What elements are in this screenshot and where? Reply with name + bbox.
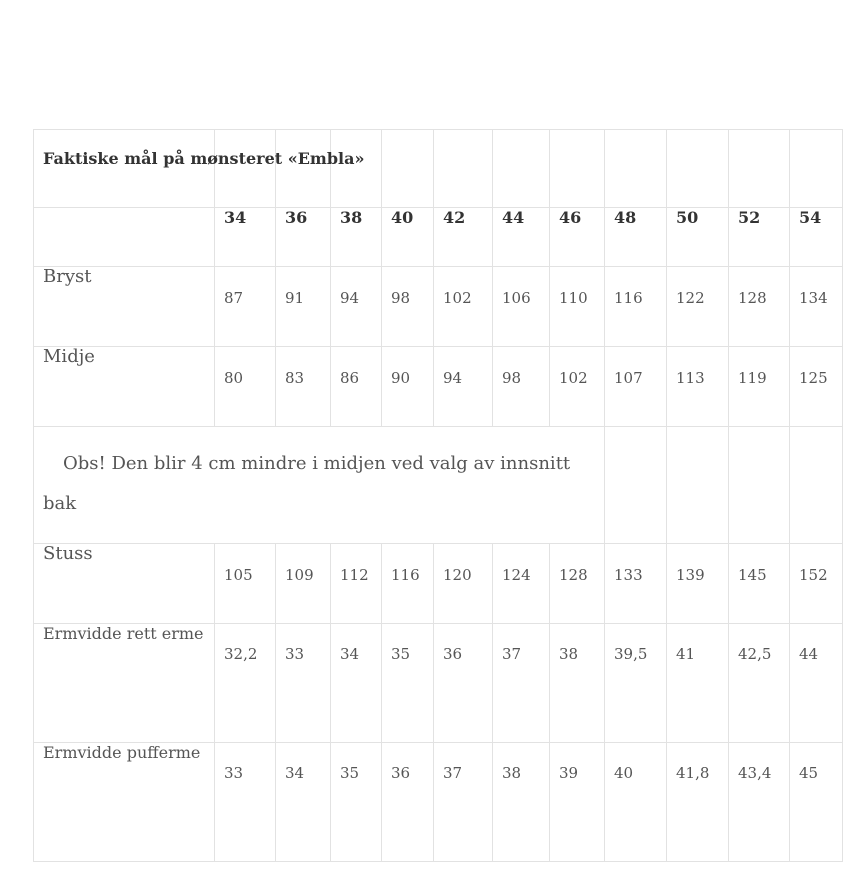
size-header-row [34, 208, 843, 267]
cell-value: 44 [790, 624, 843, 743]
table-row-midje [34, 347, 843, 427]
cell-value: 133 [605, 544, 667, 624]
cell-value: 36 [434, 624, 493, 743]
cell-value: 87 [215, 267, 276, 347]
row-label: Stuss [34, 544, 215, 624]
cell-value: 98 [382, 267, 434, 347]
cell-value: 83 [276, 347, 331, 427]
cell-value: 39 [550, 743, 605, 862]
size-header: 42 [434, 208, 493, 267]
cell-value: 152 [790, 544, 843, 624]
size-header: 34 [215, 208, 276, 267]
size-header: 48 [605, 208, 667, 267]
cell-value: 102 [550, 347, 605, 427]
row-label: Ermvidde rett erme [34, 624, 215, 743]
cell-value: 42,5 [729, 624, 790, 743]
cell-value: 94 [331, 267, 382, 347]
row-label: Midje [34, 347, 215, 427]
cell-value: 43,4 [729, 743, 790, 862]
table-row-ermvidde-rett [34, 624, 843, 743]
cell-value: 41,8 [667, 743, 729, 862]
table-title: Faktiske mål på mønsteret «Embla» [34, 130, 215, 208]
waist-note: Obs! Den blir 4 cm mindre i midjen ved valg av innsnitt bak [34, 427, 605, 544]
cell-value: 113 [667, 347, 729, 427]
size-header: 36 [276, 208, 331, 267]
cell-value: 116 [382, 544, 434, 624]
cell-value: 37 [434, 743, 493, 862]
size-header: 46 [550, 208, 605, 267]
size-header: 44 [493, 208, 550, 267]
cell-value: 106 [493, 267, 550, 347]
cell-value: 107 [605, 347, 667, 427]
header-empty-cell [34, 208, 215, 267]
cell-value: 40 [605, 743, 667, 862]
cell-value: 120 [434, 544, 493, 624]
cell-value: 124 [493, 544, 550, 624]
cell-value: 116 [605, 267, 667, 347]
cell-value: 34 [331, 624, 382, 743]
table-row-bryst [34, 267, 843, 347]
measurements-table [33, 129, 843, 862]
cell-value: 34 [276, 743, 331, 862]
cell-value: 38 [550, 624, 605, 743]
row-label: Ermvidde pufferme [34, 743, 215, 862]
cell-value: 36 [382, 743, 434, 862]
cell-value: 109 [276, 544, 331, 624]
cell-value: 33 [276, 624, 331, 743]
cell-value: 105 [215, 544, 276, 624]
table-row-ermvidde-puff [34, 743, 843, 862]
size-header: 40 [382, 208, 434, 267]
size-header: 52 [729, 208, 790, 267]
cell-value: 91 [276, 267, 331, 347]
cell-value: 125 [790, 347, 843, 427]
cell-value: 94 [434, 347, 493, 427]
cell-value: 38 [493, 743, 550, 862]
cell-value: 32,2 [215, 624, 276, 743]
cell-value: 86 [331, 347, 382, 427]
cell-value: 112 [331, 544, 382, 624]
cell-value: 33 [215, 743, 276, 862]
cell-value: 128 [550, 544, 605, 624]
cell-value: 145 [729, 544, 790, 624]
cell-value: 80 [215, 347, 276, 427]
cell-value: 35 [382, 624, 434, 743]
cell-value: 139 [667, 544, 729, 624]
size-header: 38 [331, 208, 382, 267]
cell-value: 45 [790, 743, 843, 862]
size-header: 50 [667, 208, 729, 267]
cell-value: 119 [729, 347, 790, 427]
cell-value: 35 [331, 743, 382, 862]
size-header: 54 [790, 208, 843, 267]
cell-value: 37 [493, 624, 550, 743]
table-row-note [34, 427, 843, 544]
table-row-stuss [34, 544, 843, 624]
table-title-row [34, 130, 843, 208]
cell-value: 39,5 [605, 624, 667, 743]
cell-value: 110 [550, 267, 605, 347]
cell-value: 102 [434, 267, 493, 347]
cell-value: 41 [667, 624, 729, 743]
row-label: Bryst [34, 267, 215, 347]
cell-value: 134 [790, 267, 843, 347]
cell-value: 122 [667, 267, 729, 347]
cell-value: 128 [729, 267, 790, 347]
cell-value: 98 [493, 347, 550, 427]
cell-value: 90 [382, 347, 434, 427]
